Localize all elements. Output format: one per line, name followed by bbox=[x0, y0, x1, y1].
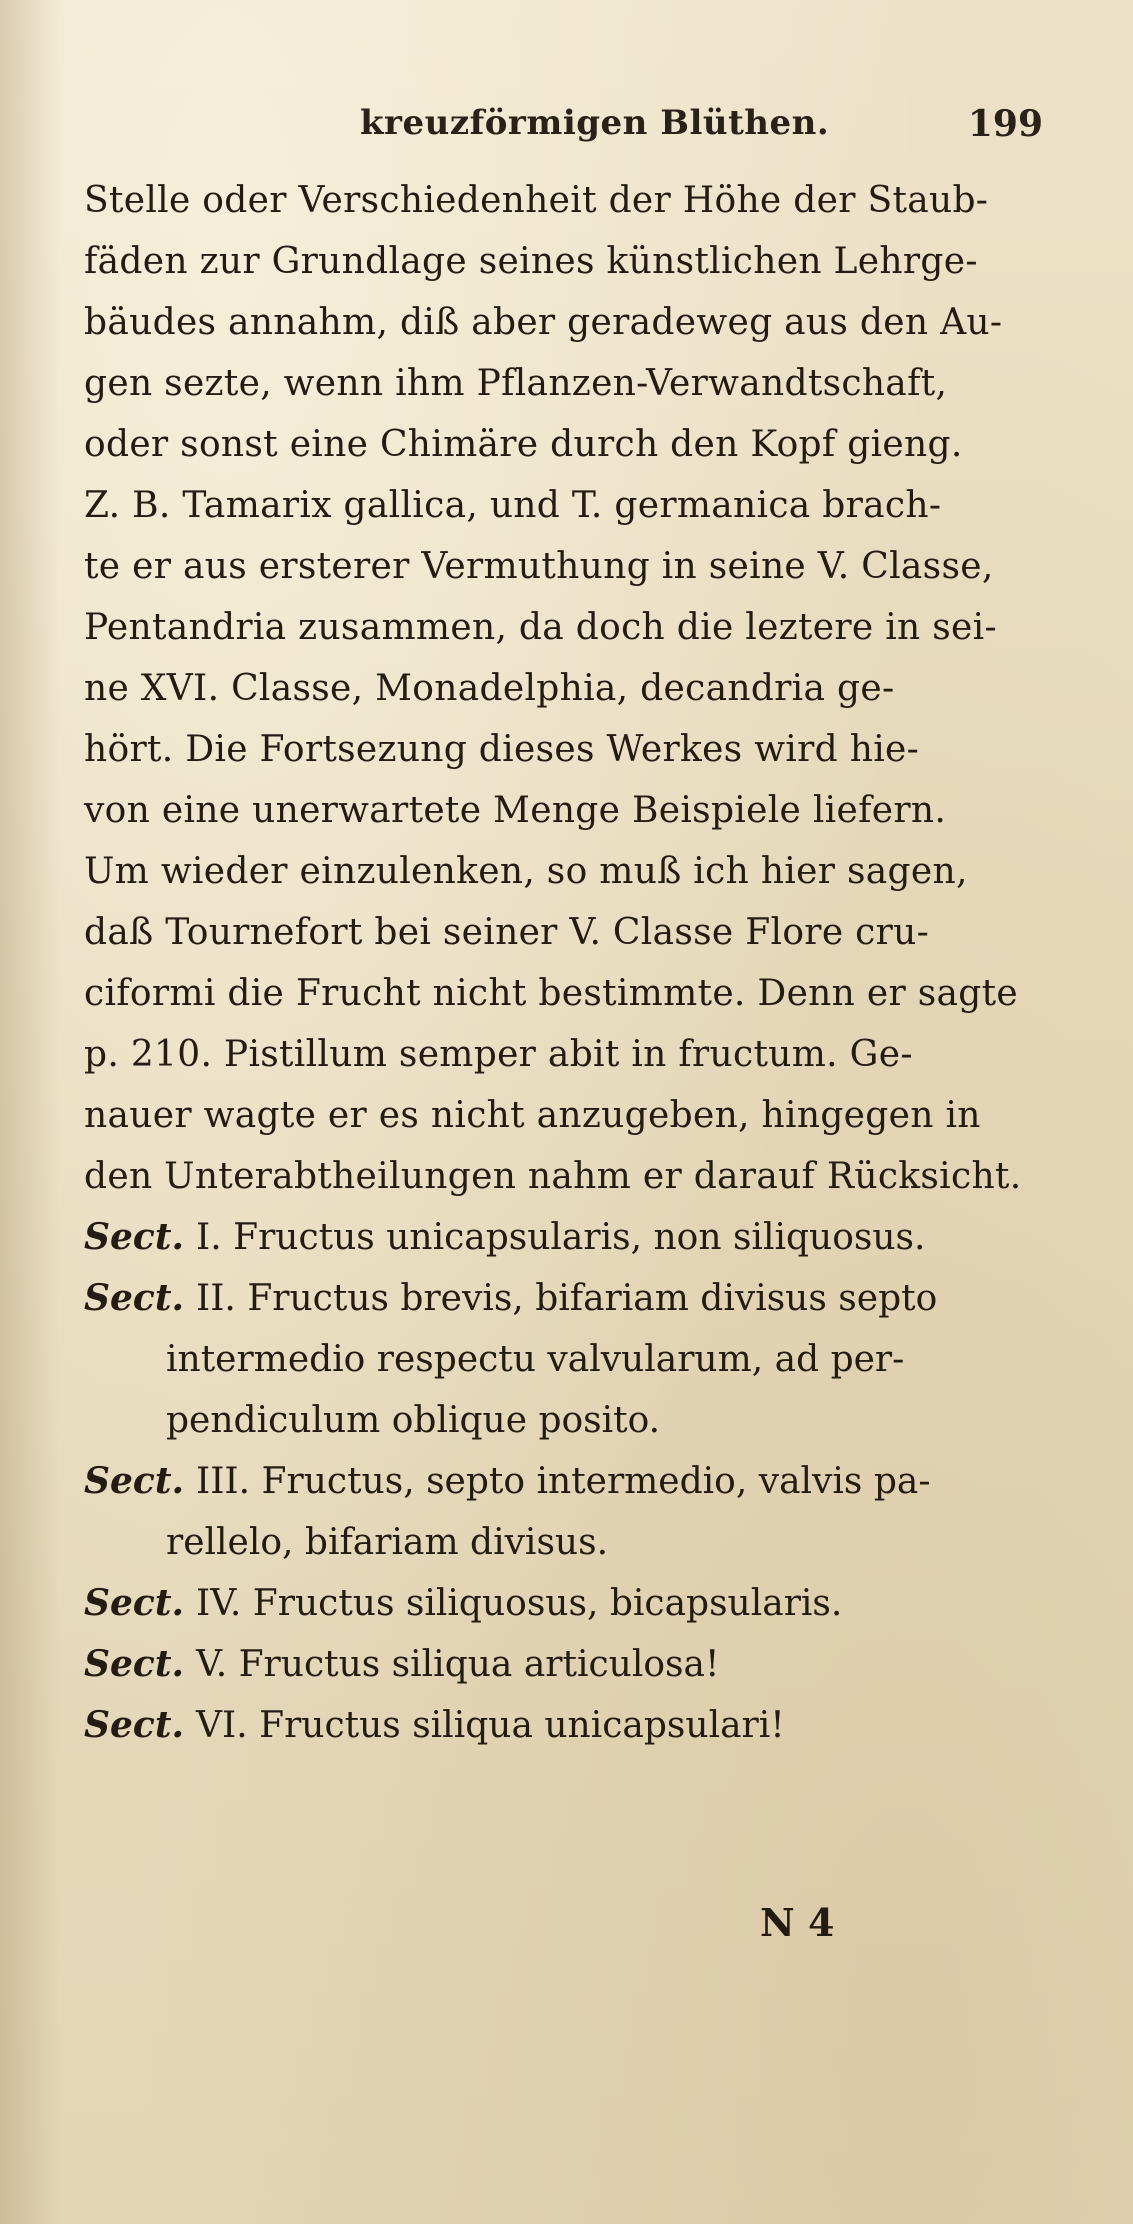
section-text: I. Fructus unicapsularis, non siliquosus. bbox=[195, 1217, 926, 1258]
text-line: oder sonst eine Chimäre durch den Kopf gieng. bbox=[84, 424, 963, 465]
text-line: bäudes annahm, diß aber geradeweg aus den Au- bbox=[84, 302, 1003, 343]
section-label: Sect. bbox=[84, 1460, 184, 1502]
section-continuation: rellelo, bifariam divisus. bbox=[166, 1522, 609, 1563]
section-label: Sect. bbox=[84, 1582, 184, 1624]
text-line: von eine unerwartete Menge Beispiele liefern. bbox=[84, 790, 947, 831]
section-entry bbox=[84, 1451, 1044, 1512]
text-line: hört. Die Fortsezung dieses Werkes wird hie- bbox=[84, 729, 920, 770]
text-line: te er aus ersterer Vermuthung in seine V. Classe, bbox=[84, 546, 994, 587]
text-line: ciformi die Frucht nicht bestimmte. Denn er sagte bbox=[84, 973, 1019, 1014]
section-text: II. Fructus brevis, bifariam divisus septo bbox=[195, 1278, 938, 1319]
page-number: 199 bbox=[967, 103, 1043, 145]
running-head: kreuzförmigen Blüthen. bbox=[360, 103, 830, 143]
text-line: den Unterabtheilungen nahm er darauf Rücksicht. bbox=[84, 1156, 1022, 1197]
section-label: Sect. bbox=[84, 1643, 184, 1685]
section-entry bbox=[84, 1634, 1044, 1695]
text-line: nauer wagte er es nicht anzugeben, hingegen in bbox=[84, 1095, 981, 1136]
text-line: Stelle oder Verschiedenheit der Höhe der Staub- bbox=[84, 180, 989, 221]
text-line: Um wieder einzulenken, so muß ich hier sagen, bbox=[84, 851, 968, 892]
text-line: Pentandria zusammen, da doch die leztere in sei- bbox=[84, 607, 997, 648]
section-label: Sect. bbox=[84, 1216, 184, 1258]
gutter-shadow bbox=[0, 0, 60, 2224]
section-entry bbox=[84, 1207, 1044, 1268]
text-line: gen sezte, wenn ihm Pflanzen-Verwandtschaft, bbox=[84, 363, 948, 404]
section-continuation: intermedio respectu valvularum, ad per- bbox=[166, 1339, 905, 1380]
section-label: Sect. bbox=[84, 1704, 184, 1746]
catchword-signature: N 4 bbox=[760, 1900, 835, 1945]
section-text: III. Fructus, septo intermedio, valvis pa- bbox=[195, 1461, 931, 1502]
text-line: daß Tournefort bei seiner V. Classe Flore cru- bbox=[84, 912, 930, 953]
section-continuation: pendiculum oblique posito. bbox=[166, 1400, 661, 1441]
section-label: Sect. bbox=[84, 1277, 184, 1319]
text-line: Z. B. Tamarix gallica, und T. germanica brach- bbox=[84, 485, 942, 526]
section-text: VI. Fructus siliqua unicapsulari! bbox=[195, 1705, 785, 1746]
body-text bbox=[84, 170, 1044, 1756]
section-entry bbox=[84, 1695, 1044, 1756]
section-text: IV. Fructus siliquosus, bicapsularis. bbox=[195, 1583, 843, 1624]
text-line: fäden zur Grundlage seines künstlichen Lehrge- bbox=[84, 241, 978, 282]
section-text: V. Fructus siliqua articulosa! bbox=[195, 1644, 720, 1685]
text-line: p. 210. Pistillum semper abit in fructum. Ge- bbox=[84, 1034, 913, 1075]
section-entry bbox=[84, 1268, 1044, 1329]
text-line: ne XVI. Classe, Monadelphia, decandria ge- bbox=[84, 668, 895, 709]
section-entry bbox=[84, 1573, 1044, 1634]
page-header bbox=[0, 95, 1133, 155]
